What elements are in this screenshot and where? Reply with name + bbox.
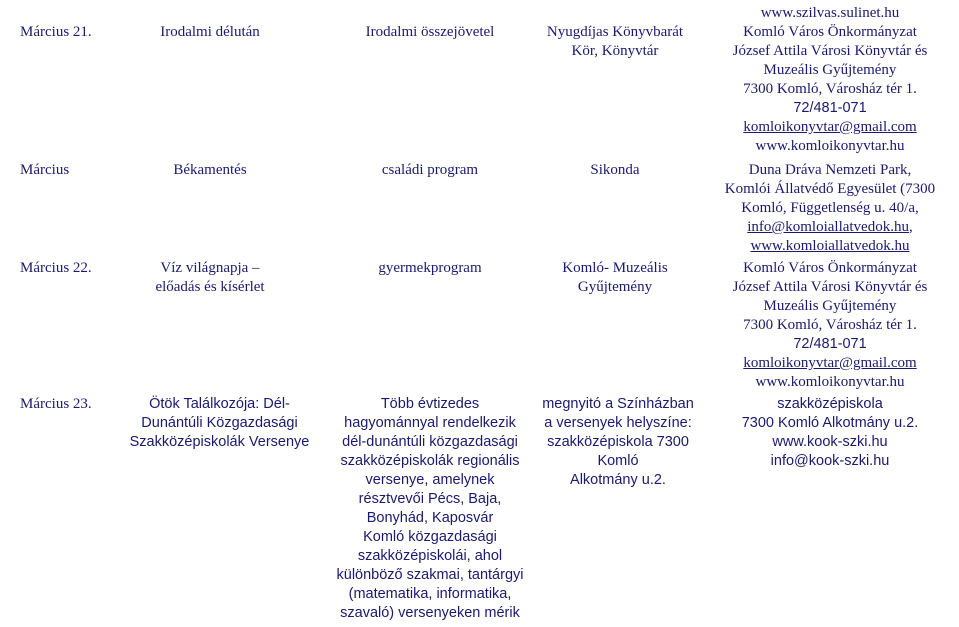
row4-venue: megnyitó a Színházban a versenyek helyszíne: szakközépiskola 7300 Komló Alkotmány u.2. xyxy=(542,396,694,488)
row3-email-link[interactable]: komloikonyvtar@gmail.com xyxy=(743,355,917,371)
top-web-link[interactable]: www.szilvas.sulinet.hu xyxy=(760,5,900,21)
row1-web-link[interactable]: www.komloikonyvtar.hu xyxy=(755,138,905,154)
row4-date: Március 23. xyxy=(20,396,92,412)
row3-date: Március 22. xyxy=(20,260,92,276)
row1-date: Március 21. xyxy=(20,24,92,40)
row2-contact: Duna Dráva Nemzeti Park, Komlói Állatvédő Egyesület (7300 Komló, Függetlenség u. 40/a, info@komloiallatvedok.hu, www.komloiallatvedok.hu xyxy=(700,161,959,256)
row4-contact: szakközépiskola 7300 Komló Alkotmány u.2. www.kook-szki.hu info@kook-szki.hu xyxy=(700,395,959,471)
row2-venue: Sikonda xyxy=(590,162,640,178)
row2-email-link[interactable]: info@komloiallatvedok.hu xyxy=(747,219,909,235)
row1-title: Irodalmi délután xyxy=(160,24,260,40)
row1-contact: Komló Város Önkormányzat József Attila Városi Könyvtár és Muzeális Gyűjtemény 7300 Komló, Városház tér 1. 72/481-071 komloikonyvtar@gmail.com www.komloikonyvtar.hu xyxy=(700,23,959,156)
row4-title: Ötök Találkozója: Dél- Dunántúli Közgazdasági Szakközépiskolák Versenye xyxy=(129,396,310,450)
row3-venue: Komló- Muzeális Gyűjtemény xyxy=(562,260,668,295)
row2-type: családi program xyxy=(381,162,479,178)
row2-web-link[interactable]: www.komloiallatvedok.hu xyxy=(750,238,910,254)
row3-web-link[interactable]: www.komloikonyvtar.hu xyxy=(755,374,905,390)
row1-type: Irodalmi összejövetel xyxy=(365,24,495,40)
row3-contact: Komló Város Önkormányzat József Attila Városi Könyvtár és Muzeális Gyűjtemény 7300 Komló, Városház tér 1. 72/481-071 komloikonyvtar@gmail.com www.komloikonyvtar.hu xyxy=(700,259,959,392)
row3-type: gyermekprogram xyxy=(378,260,482,276)
row1-venue: Nyugdíjas Könyvbarát Kör, Könyvtár xyxy=(546,24,684,59)
row4-type: Több évtizedes hagyománnyal rendelkezik dél-dunántúli közgazdasági szakközépiskolák regionális versenye, amelynek résztvevői Pécs, Baja, Bonyhád, Kaposvár Komló közgazdasági szakközépiskolái, ahol különböző szakmai, tantárgyi (matematika, informatika, szavaló) versenyeken mérik xyxy=(336,396,524,621)
row4-web-link[interactable]: www.kook-szki.hu xyxy=(772,434,888,450)
row1-email-link[interactable]: komloikonyvtar@gmail.com xyxy=(743,119,917,135)
row4-email-link[interactable]: info@kook-szki.hu xyxy=(770,453,890,469)
row3-title: Víz világnapja – előadás és kísérlet xyxy=(155,260,265,295)
row2-title: Békamentés xyxy=(173,162,247,178)
row2-date: Március xyxy=(20,162,70,178)
